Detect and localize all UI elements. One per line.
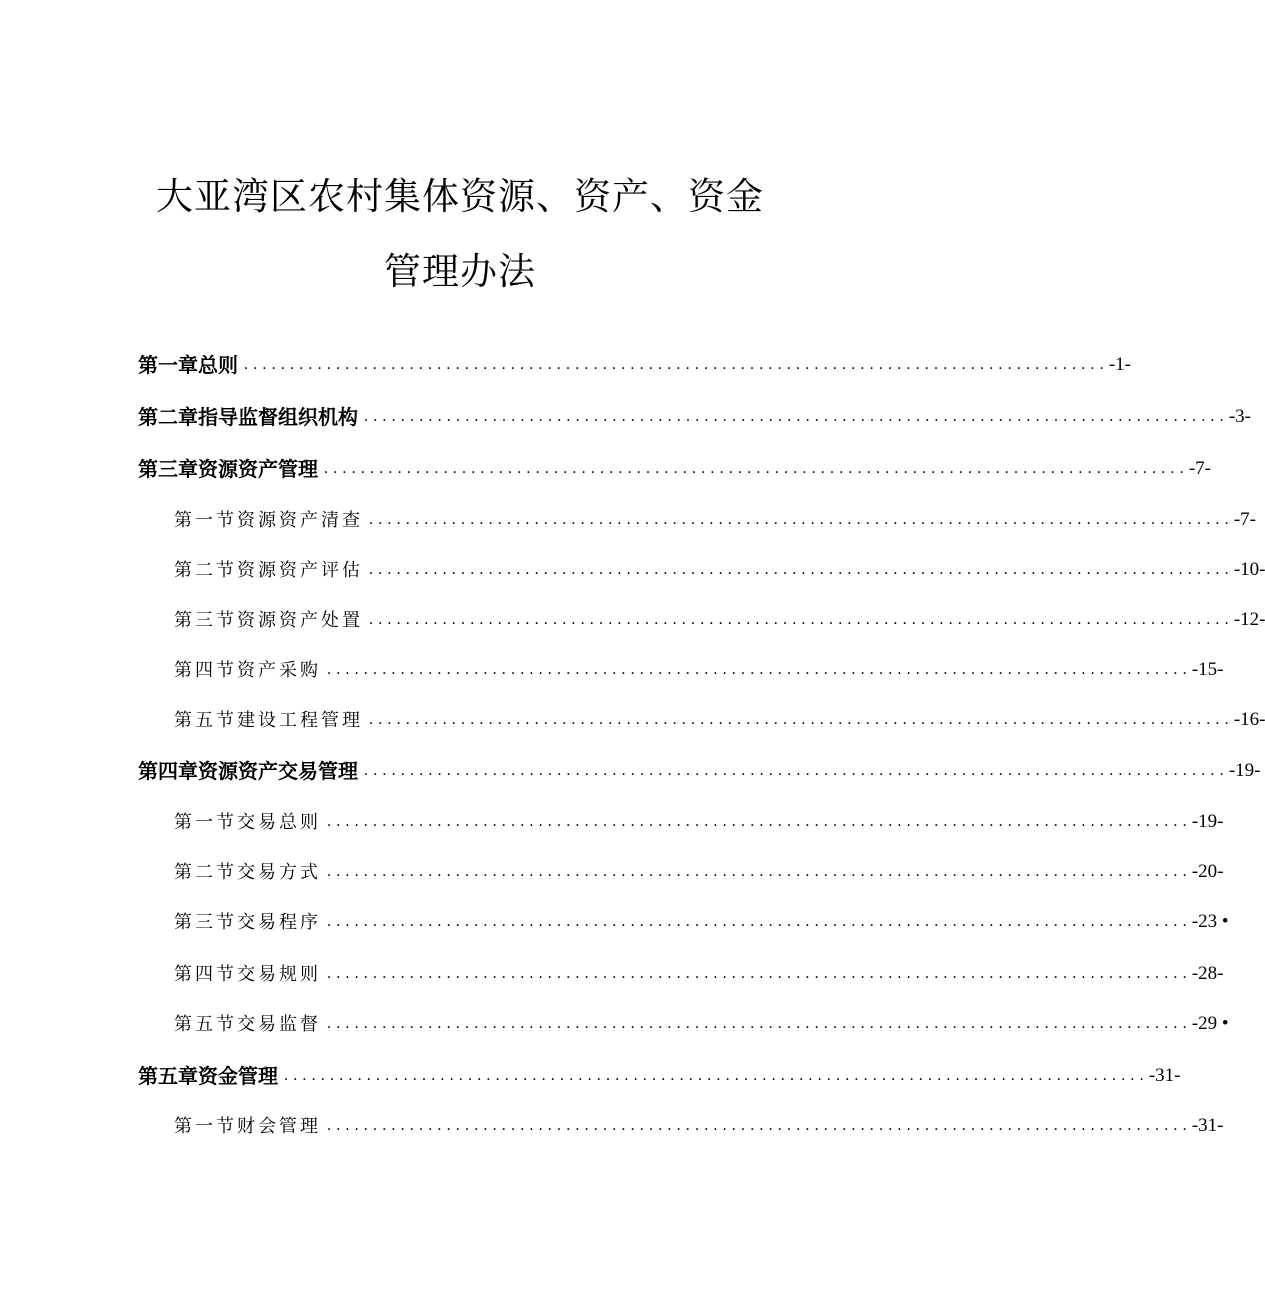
toc-page-number: -1- <box>1108 354 1131 375</box>
toc-dot-leader: .............................................................................................. <box>369 561 1234 578</box>
toc-entry-label: 第五节建设工程管理 <box>174 710 363 731</box>
toc-dot-leader: .............................................................................................. <box>327 965 1192 982</box>
toc-entry-section-4-1[interactable] <box>174 806 1224 833</box>
toc-entry-label: 第三节资源资产处置 <box>174 610 363 631</box>
toc-page-number: -19- <box>1191 811 1224 832</box>
toc-entry-label: 第五节交易监督 <box>174 1014 321 1035</box>
toc-entry-label: 第四节资产采购 <box>174 660 321 681</box>
toc-entry-section-3-3[interactable] <box>174 604 1265 631</box>
toc-entry-label: 第四章资源资产交易管理 <box>138 759 358 783</box>
toc-dot-leader: .............................................................................................. <box>327 1117 1192 1134</box>
document-title-line-1: 大亚湾区农村集体资源、资产、资金 <box>156 175 764 218</box>
toc-dot-leader: .............................................................................................. <box>327 813 1192 830</box>
toc-entry-section-4-5[interactable] <box>174 1008 1229 1035</box>
toc-entry-chapter-3[interactable] <box>138 453 1211 481</box>
toc-dot-leader: .............................................................................................. <box>324 460 1189 477</box>
toc-entry-section-4-4[interactable] <box>174 958 1224 985</box>
toc-entry-label: 第二节交易方式 <box>174 862 321 883</box>
toc-entry-section-5-1[interactable] <box>174 1110 1224 1137</box>
toc-dot-leader: .............................................................................................. <box>364 408 1229 425</box>
toc-entry-section-4-3[interactable] <box>174 906 1229 933</box>
toc-entry-label: 第四节交易规则 <box>174 964 321 985</box>
toc-page-number: -7- <box>1188 458 1211 479</box>
toc-entry-section-3-2[interactable] <box>174 554 1265 581</box>
toc-page-number: -10- <box>1233 559 1265 580</box>
toc-entry-label: 第一节交易总则 <box>174 812 321 833</box>
toc-entry-label: 第一节资源资产清查 <box>174 510 363 531</box>
toc-entry-chapter-5[interactable] <box>138 1060 1181 1088</box>
toc-page-number: -12- <box>1233 609 1265 630</box>
toc-entry-label: 第二章指导监督组织机构 <box>138 405 358 429</box>
toc-entry-section-4-2[interactable] <box>174 856 1224 883</box>
toc-dot-leader: .............................................................................................. <box>369 711 1234 728</box>
toc-page-number: -16- <box>1233 709 1265 730</box>
toc-dot-leader: .............................................................................................. <box>327 913 1192 930</box>
toc-dot-leader: .............................................................................................. <box>369 511 1234 528</box>
toc-page-number: -19- <box>1228 760 1261 781</box>
toc-entry-label: 第一节财会管理 <box>174 1116 321 1137</box>
toc-dot-leader: .............................................................................................. <box>284 1067 1149 1084</box>
toc-page-number: -3- <box>1228 406 1251 427</box>
toc-dot-leader: .............................................................................................. <box>369 611 1234 628</box>
toc-entry-label: 第一章总则 <box>138 353 238 377</box>
toc-page-number: -29 • <box>1191 1013 1229 1034</box>
toc-entry-label: 第二节资源资产评估 <box>174 560 363 581</box>
toc-dot-leader: .............................................................................................. <box>327 863 1192 880</box>
toc-entry-chapter-2[interactable] <box>138 401 1251 429</box>
toc-entry-label: 第三章资源资产管理 <box>138 457 318 481</box>
toc-page-number: -31- <box>1191 1115 1224 1136</box>
toc-page-number: -15- <box>1191 659 1224 680</box>
toc-entry-label: 第五章资金管理 <box>138 1064 278 1088</box>
toc-dot-leader: .............................................................................................. <box>327 1015 1192 1032</box>
toc-dot-leader: .............................................................................................. <box>244 356 1109 373</box>
toc-page-number: -23 • <box>1191 911 1229 932</box>
toc-page-number: -20- <box>1191 861 1224 882</box>
toc-entry-section-3-1[interactable] <box>174 504 1256 531</box>
toc-entry-label: 第三节交易程序 <box>174 912 321 933</box>
toc-entry-chapter-4[interactable] <box>138 755 1261 783</box>
toc-page-number: -7- <box>1233 509 1256 530</box>
toc-page-number: -28- <box>1191 963 1224 984</box>
toc-dot-leader: .............................................................................................. <box>327 661 1192 678</box>
toc-entry-section-3-5[interactable] <box>174 704 1265 731</box>
toc-entry-chapter-1[interactable] <box>138 349 1131 377</box>
toc-page-number: -31- <box>1148 1065 1181 1086</box>
toc-entry-section-3-4[interactable] <box>174 654 1224 681</box>
toc-dot-leader: .............................................................................................. <box>364 762 1229 779</box>
document-title-line-2: 管理办法 <box>384 250 536 293</box>
